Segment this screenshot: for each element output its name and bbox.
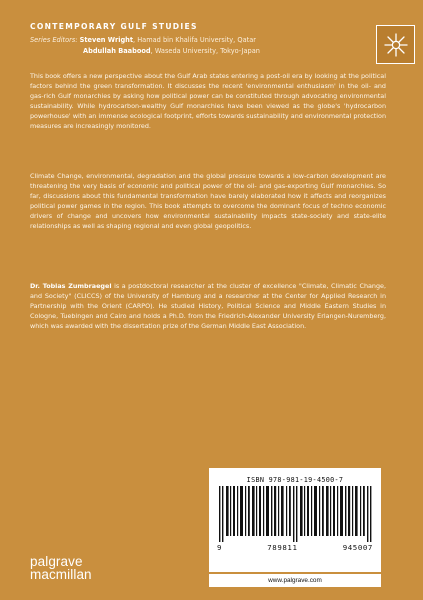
description-paragraph-1: This book offers a new perspective about the Gulf Arab states entering a post-oil era by looking at the political factors behind the green transformation. It discusses the recent 'environmental enthusiasm' in the oil- and gas-rich Gulf monarchies by asking how political power can be constituted through advocating environmental sustainability. While hydrocarbon-wealthy Gulf monarchies have been viewed as the globe's 'hydrocarbon powerhouse' with an immense ecological footprint, efforts towards sustainability and environmental protection measures are increasingly monitored. [30,72,386,130]
editors-role-label: Series Editors: [30,36,78,44]
barcode-digit-group: 9 [217,543,223,552]
star-logo-icon [384,33,408,57]
barcode-digit-group: 789811 [267,543,298,552]
publisher-website: www.palgrave.com [209,574,381,587]
publisher-logo [30,556,92,581]
author-bio-text: is a postdoctoral researcher at the cluster of excellence "Climate, Climatic Change, and Society" (CLICCS) of the University of Hamburg and a researcher at the Center for Applied Research in Partnership with the Orient (CARPO). He studied History, Political Science and Middle Eastern Studies in Cologne, Tuebingen and Cairo and holds a Ph.D. from the Friedrich-Alexander University Erlangen-Nuremberg, which was awarded with the dissertation prize of the German Middle East Association. [30,282,386,330]
barcode-digits [217,543,373,552]
description-paragraph-2: Climate Change, environmental, degradation and the global pressure towards a low-carbon development are threatening the very basis of economic and political power of the oil- and gas-exporting Gulf monarchies. So far, discussions about this fundamental transformation have barely elaborated how it affects and reorganizes political power games in the region. This book attempts to overcome the dominant focus of techno economic drivers of change and uncovers how environmental sustainability impacts state-society and state-elite relationships as well as shaping regional and even global geopolitics. [30,172,386,230]
barcode-digit-group: 945007 [342,543,373,552]
editor-line-2 [30,46,260,57]
editor-line-1 [30,35,260,46]
isbn-label: ISBN 978-981-19-4500-7 [246,476,344,484]
publisher-name-line2: macmillan [30,566,92,582]
barcode-bars-icon [217,486,373,542]
publisher-name-line1: palgrave [30,554,83,569]
author-name: Dr. Tobias Zumbraegel [30,282,112,290]
series-editors [30,35,260,56]
editor2-affiliation: , Waseda University, Tokyo-Japan [150,46,260,55]
editor2-name: Abdullah Baabood [83,46,151,55]
editor1-name: Steven Wright [79,36,134,44]
series-title: CONTEMPORARY GULF STUDIES [30,22,198,31]
barcode-panel [209,468,381,572]
editor1-affiliation: , Hamad bin Khalifa University, Qatar [133,36,256,44]
author-bio [30,282,386,332]
palgrave-star-logo-icon [376,25,415,64]
